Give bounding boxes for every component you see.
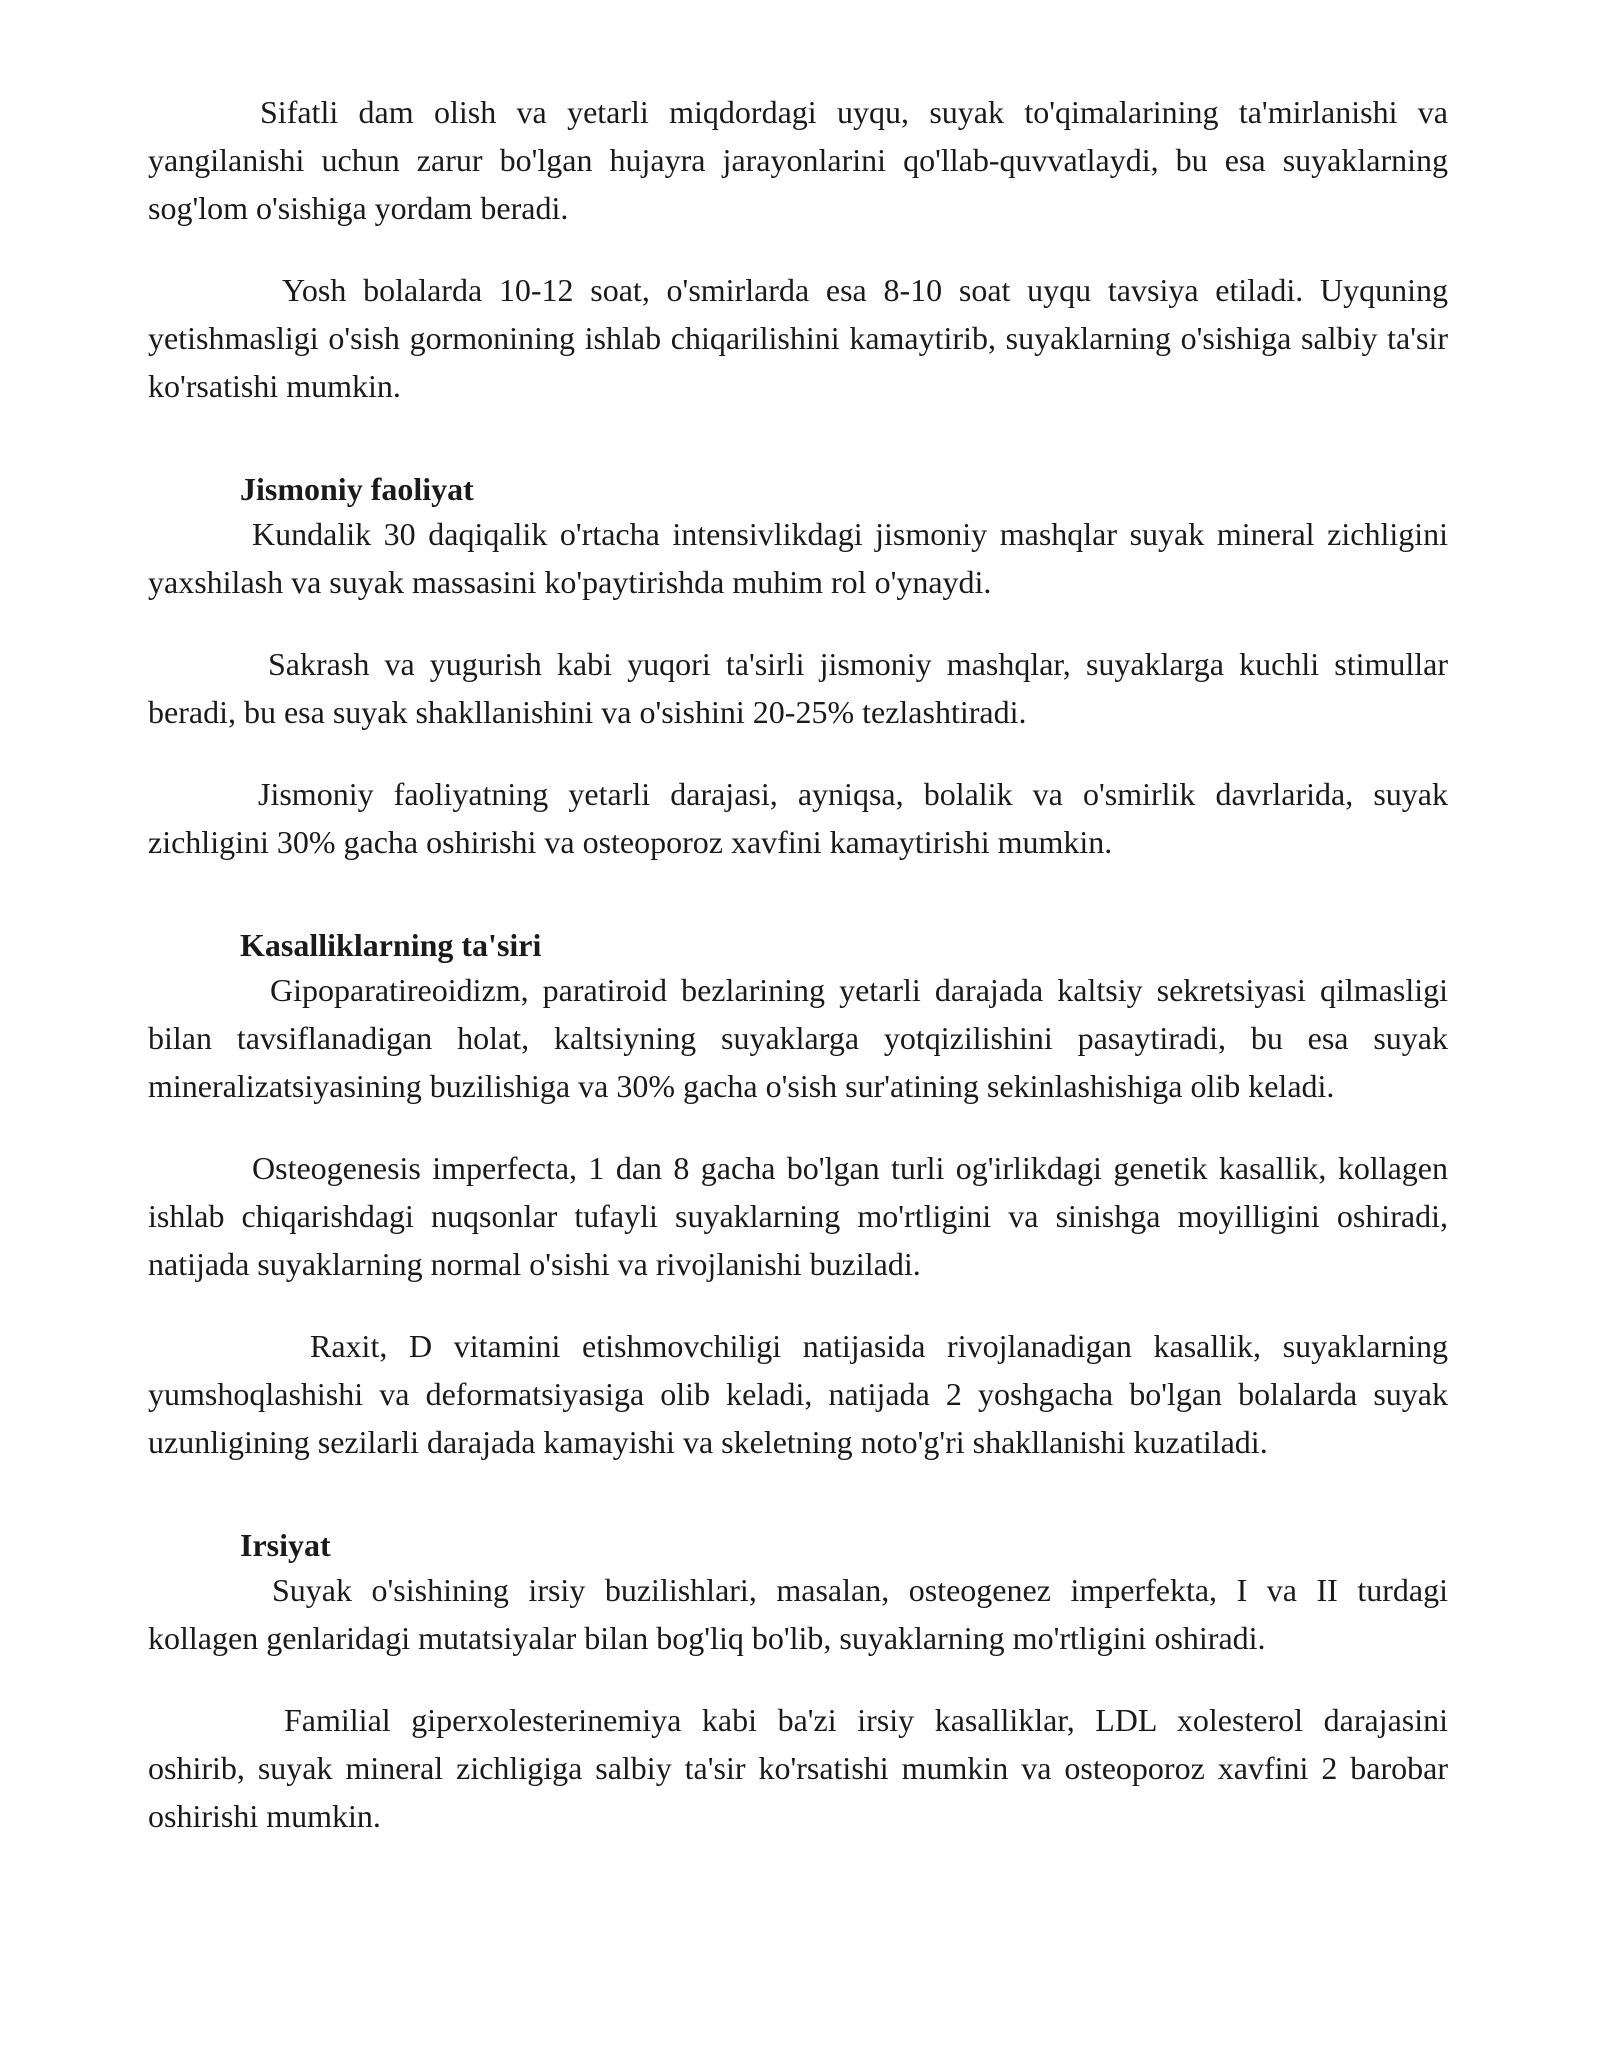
paragraph-rest-and-sleep: Sifatli dam olish va yetarli miqdordagi uyqu, suyak to'qimalarining ta'mirlanishi va yangilanishi uchun zarur bo'lgan hujayra jarayonlarini qo'llab-quvvatlaydi, bu esa suyaklarning sog'lom o'sishiga yordam beradi. — [148, 94, 1448, 226]
paragraph-activity-level: Jismoniy faoliyatning yetarli darajasi, ayniqsa, bolalik va o'smirlik davrlarida, suyak zichligini 30% gacha oshirishi va osteoporoz xavfini kamaytirishi mumkin. — [148, 776, 1448, 860]
heading-heredity: Irsiyat — [240, 1527, 331, 1563]
paragraph-high-impact-exercise: Sakrash va yugurish kabi yuqori ta'sirli jismoniy mashqlar, suyaklarga kuchli stimullar beradi, bu esa suyak shakllanishini va o'sishini 20-25% tezlashtiradi. — [148, 646, 1448, 730]
document-body — [148, 88, 1448, 1840]
paragraph-familial-hypercholesterolemia: Familial giperxolesterinemiya kabi ba'zi irsiy kasalliklar, LDL xolesterol darajasini oshirib, suyak mineral zichligiga salbiy ta'sir ko'rsatishi mumkin va osteoporoz xavfini 2 barobar oshirishi mumkin. — [148, 1702, 1448, 1834]
paragraph-rickets: Raxit, D vitamini etishmovchiligi natijasida rivojlanadigan kasallik, suyaklarning yumshoqlashishi va deformatsiyasiga olib keladi, natijada 2 yoshgacha bo'lgan bolalarda suyak uzunligining sezilarli darajada kamayishi va skeletning noto'g'ri shakllanishi kuzatiladi. — [148, 1328, 1448, 1460]
paragraph-daily-exercise: Kundalik 30 daqiqalik o'rtacha intensivlikdagi jismoniy mashqlar suyak mineral zichligini yaxshilash va suyak massasini ko'paytirishda muhim rol o'ynaydi. — [148, 516, 1448, 600]
paragraph-hereditary-disorders: Suyak o'sishining irsiy buzilishlari, masalan, osteogenez imperfekta, I va II turdagi kollagen genlaridagi mutatsiyalar bilan bog'liq bo'lib, suyaklarning mo'rtligini oshiradi. — [148, 1572, 1448, 1656]
paragraph-hypoparathyroidism: Gipoparatireoidizm, paratiroid bezlarining yetarli darajada kaltsiy sekretsiyasi qilmasligi bilan tavsiflanadigan holat, kaltsiyning suyaklarga yotqizilishini pasaytiradi, bu esa suyak mineralizatsiyasining buzilishiga va 30% gacha o'sish sur'atining sekinlashishiga olib keladi. — [148, 972, 1448, 1104]
paragraph-osteogenesis-imperfecta: Osteogenesis imperfecta, 1 dan 8 gacha bo'lgan turli og'irlikdagi genetik kasallik, kollagen ishlab chiqarishdagi nuqsonlar tufayli suyaklarning mo'rtligini va sinishga moyilligini oshiradi, natijada suyaklarning normal o'sishi va rivojlanishi buziladi. — [148, 1150, 1448, 1282]
heading-disease-effects: Kasalliklarning ta'siri — [240, 927, 542, 963]
heading-physical-activity: Jismoniy faoliyat — [240, 471, 474, 507]
paragraph-sleep-duration: Yosh bolalarda 10-12 soat, o'smirlarda esa 8-10 soat uyqu tavsiya etiladi. Uyquning yetishmasligi o'sish gormonining ishlab chiqarilishini kamaytirib, suyaklarning o'sishiga salbiy ta'sir ko'rsatishi mumkin. — [148, 272, 1448, 404]
